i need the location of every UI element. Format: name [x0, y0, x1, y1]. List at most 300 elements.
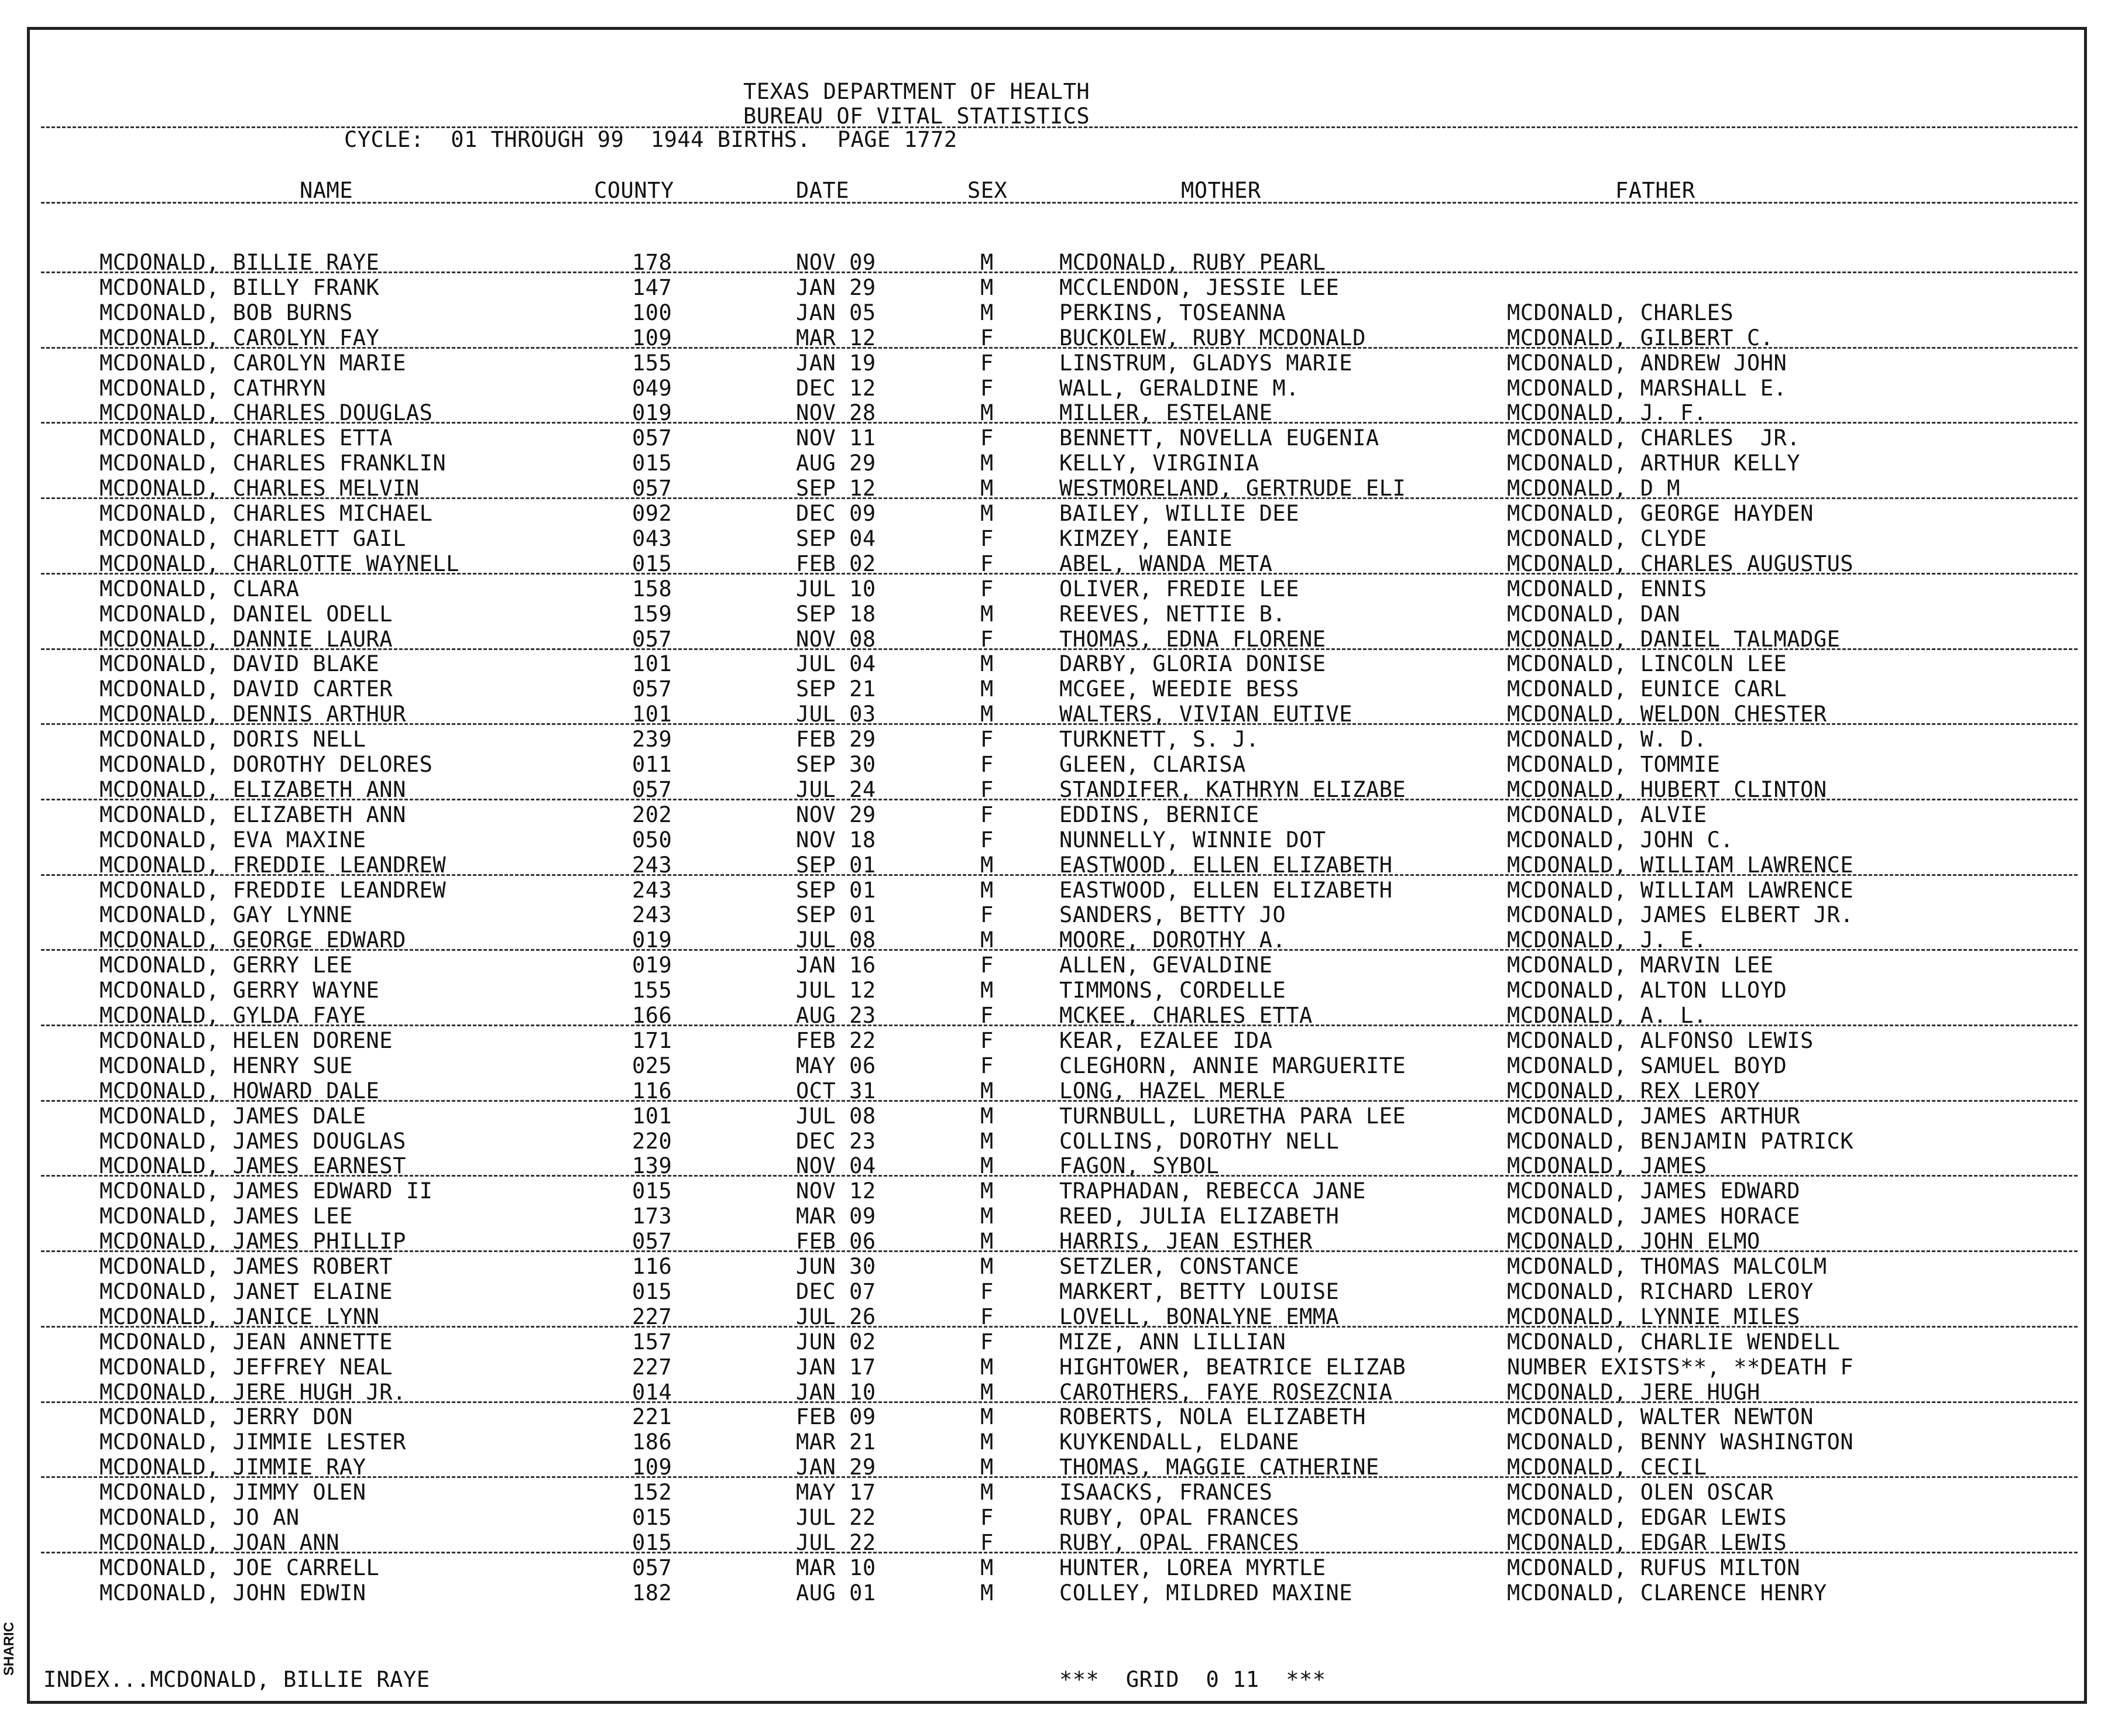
cell-name: MCDONALD, JO AN [99, 1505, 300, 1530]
cell-date: SEP 18 [796, 601, 876, 627]
cell-name: MCDONALD, CHARLES MICHAEL [99, 501, 433, 526]
cell-date: JAN 29 [796, 274, 876, 300]
cell-mother: EASTWOOD, ELLEN ELIZABETH [1059, 852, 1393, 878]
cell-county: 019 [632, 927, 672, 953]
cell-father: NUMBER EXISTS**, **DEATH F [1507, 1354, 1854, 1380]
cell-sex: F [980, 525, 994, 551]
cell-name: MCDONALD, JAMES LEE [99, 1204, 353, 1229]
cell-date: MAY 17 [796, 1480, 876, 1505]
cell-date: NOV 18 [796, 827, 876, 852]
cell-sex: F [980, 1053, 994, 1078]
cell-father: MCDONALD, BENNY WASHINGTON [1507, 1429, 1854, 1455]
cell-sex: M [980, 1103, 994, 1129]
cell-name: MCDONALD, GERRY LEE [99, 953, 353, 978]
cell-county: 239 [632, 727, 672, 752]
cell-date: FEB 22 [796, 1027, 876, 1053]
cell-sex: F [980, 1027, 994, 1053]
table-row [0, 803, 2125, 827]
cell-date: JUL 10 [796, 576, 876, 601]
cell-mother: RUBY, OPAL FRANCES [1059, 1505, 1299, 1530]
table-row [0, 1581, 2125, 1606]
cell-county: 173 [632, 1204, 672, 1229]
cell-county: 015 [632, 1529, 672, 1555]
table-row [0, 1430, 2125, 1455]
cell-mother: MARKERT, BETTY LOUISE [1059, 1278, 1340, 1304]
cell-name: MCDONALD, CATHRYN [99, 375, 327, 401]
cell-mother: KUYKENDALL, ELDANE [1059, 1429, 1299, 1455]
table-row [0, 1029, 2125, 1053]
cell-father: MCDONALD, THOMAS MALCOLM [1507, 1254, 1827, 1279]
table-row [0, 978, 2125, 1003]
cell-father: MCDONALD, SAMUEL BOYD [1507, 1053, 1787, 1078]
cell-county: 057 [632, 676, 672, 702]
cell-county: 057 [632, 626, 672, 652]
cell-date: JUL 22 [796, 1505, 876, 1530]
cell-date: MAR 09 [796, 1204, 876, 1229]
cell-mother: COLLINS, DOROTHY NELL [1059, 1128, 1340, 1154]
cell-name: MCDONALD, GYLDA FAYE [99, 1003, 366, 1028]
cell-date: JAN 17 [796, 1354, 876, 1380]
cell-mother: WESTMORELAND, GERTRUDE ELI [1059, 476, 1406, 501]
cell-date: JAN 16 [796, 953, 876, 978]
cell-county: 227 [632, 1304, 672, 1329]
cell-name: MCDONALD, BILLIE RAYE [99, 250, 380, 275]
cell-father: MCDONALD, BENJAMIN PATRICK [1507, 1128, 1854, 1154]
row-rule [41, 648, 2078, 650]
cell-name: MCDONALD, JEAN ANNETTE [99, 1329, 393, 1355]
cell-county: 155 [632, 978, 672, 1003]
row-rule [41, 1401, 2078, 1403]
row-rule [41, 1100, 2078, 1102]
cell-county: 014 [632, 1379, 672, 1405]
column-header-sex: SEX [967, 178, 1008, 203]
cell-sex: F [980, 1329, 994, 1355]
cell-mother: KIMZEY, EANIE [1059, 525, 1233, 551]
cycle-line: CYCLE: 01 THROUGH 99 1944 BIRTHS. PAGE 1772 [344, 127, 957, 152]
cell-sex: F [980, 626, 994, 652]
cell-sex: F [980, 1278, 994, 1304]
cell-father: MCDONALD, REX LEROY [1507, 1078, 1760, 1104]
cell-father: MCDONALD, JERE HUGH [1507, 1379, 1760, 1405]
cell-name: MCDONALD, CHARLES MELVIN [99, 476, 420, 501]
cell-sex: F [980, 727, 994, 752]
cell-date: SEP 30 [796, 752, 876, 777]
cell-sex: F [980, 325, 994, 350]
table-row [0, 878, 2125, 903]
cell-county: 147 [632, 274, 672, 300]
cell-county: 158 [632, 576, 672, 601]
cell-date: SEP 12 [796, 476, 876, 501]
cell-sex: M [980, 501, 994, 526]
column-header-rule [41, 202, 2078, 204]
cell-sex: M [980, 1153, 994, 1179]
cell-sex: F [980, 827, 994, 852]
row-rule [41, 1476, 2078, 1478]
cell-sex: M [980, 1455, 994, 1480]
cell-sex: F [980, 576, 994, 601]
cell-sex: M [980, 1429, 994, 1455]
cell-date: FEB 09 [796, 1404, 876, 1430]
cell-date: NOV 08 [796, 626, 876, 652]
cell-mother: COLLEY, MILDRED MAXINE [1059, 1580, 1353, 1606]
cell-date: JUL 26 [796, 1304, 876, 1329]
cell-county: 202 [632, 802, 672, 827]
cell-name: MCDONALD, JOE CARRELL [99, 1555, 380, 1580]
cell-father: MCDONALD, CLARENCE HENRY [1507, 1580, 1827, 1606]
cell-date: DEC 07 [796, 1278, 876, 1304]
cell-name: MCDONALD, DENNIS ARTHUR [99, 702, 406, 727]
cell-father: MCDONALD, MARVIN LEE [1507, 953, 1774, 978]
cell-county: 116 [632, 1254, 672, 1279]
cell-name: MCDONALD, JAMES ROBERT [99, 1254, 393, 1279]
cell-mother: MCGEE, WEEDIE BESS [1059, 676, 1299, 702]
cell-mother: KEAR, EZALEE IDA [1059, 1027, 1273, 1053]
cell-father: MCDONALD, JAMES ARTHUR [1507, 1103, 1801, 1129]
cell-mother: STANDIFER, KATHRYN ELIZABE [1059, 776, 1406, 802]
cell-sex: F [980, 953, 994, 978]
column-header-county: COUNTY [594, 178, 674, 203]
cell-father: MCDONALD, D M [1507, 476, 1681, 501]
cell-sex: F [980, 1304, 994, 1329]
cell-date: NOV 09 [796, 250, 876, 275]
cell-name: MCDONALD, JANICE LYNN [99, 1304, 380, 1329]
table-row [0, 451, 2125, 476]
table-row [0, 426, 2125, 451]
cell-sex: M [980, 1204, 994, 1229]
cell-county: 159 [632, 601, 672, 627]
cell-father: MCDONALD, WELDON CHESTER [1507, 702, 1827, 727]
cell-date: MAY 06 [796, 1053, 876, 1078]
cell-sex: M [980, 1404, 994, 1430]
cell-sex: F [980, 350, 994, 376]
table-row [0, 1254, 2125, 1279]
table-row [0, 652, 2125, 676]
cell-sex: M [980, 250, 994, 275]
cell-mother: SETZLER, CONSTANCE [1059, 1254, 1299, 1279]
cell-name: MCDONALD, CHARLOTTE WAYNELL [99, 551, 459, 576]
cell-date: JAN 10 [796, 1379, 876, 1405]
row-rule [41, 799, 2078, 800]
cell-date: JUL 22 [796, 1529, 876, 1555]
cell-mother: TURKNETT, S. J. [1059, 727, 1259, 752]
cell-father: MCDONALD, W. D. [1507, 727, 1707, 752]
cell-mother: CLEGHORN, ANNIE MARGUERITE [1059, 1053, 1406, 1078]
cell-date: NOV 12 [796, 1178, 876, 1204]
cell-father: MCDONALD, CHARLES JR. [1507, 425, 1801, 451]
cell-father: MCDONALD, HUBERT CLINTON [1507, 776, 1827, 802]
cell-name: MCDONALD, CLARA [99, 576, 300, 601]
cell-name: MCDONALD, DAVID CARTER [99, 676, 393, 702]
cell-name: MCDONALD, JANET ELAINE [99, 1278, 393, 1304]
cell-name: MCDONALD, JIMMIE LESTER [99, 1429, 406, 1455]
table-row [0, 727, 2125, 752]
cell-mother: KELLY, VIRGINIA [1059, 451, 1259, 476]
cell-sex: M [980, 601, 994, 627]
cell-county: 220 [632, 1128, 672, 1154]
bureau-title: BUREAU OF VITAL STATISTICS [743, 104, 1090, 129]
cell-mother: THOMAS, EDNA FLORENE [1059, 626, 1326, 652]
cell-sex: F [980, 375, 994, 401]
column-header-name: NAME [300, 178, 353, 203]
cell-date: JAN 19 [796, 350, 876, 376]
row-rule [41, 497, 2078, 499]
cell-father: MCDONALD, A. L. [1507, 1003, 1707, 1028]
cell-sex: M [980, 1078, 994, 1104]
cell-county: 015 [632, 551, 672, 576]
cell-date: SEP 01 [796, 877, 876, 903]
cell-name: MCDONALD, CHARLES ETTA [99, 425, 393, 451]
cell-father: MCDONALD, JAMES HORACE [1507, 1204, 1801, 1229]
cell-county: 182 [632, 1580, 672, 1606]
cell-county: 243 [632, 877, 672, 903]
agency-title: TEXAS DEPARTMENT OF HEALTH [743, 79, 1090, 104]
column-header-date: DATE [796, 178, 850, 203]
cell-sex: M [980, 676, 994, 702]
table-row [0, 301, 2125, 325]
cell-father: MCDONALD, LYNNIE MILES [1507, 1304, 1801, 1329]
cell-father: MCDONALD, CHARLES [1507, 300, 1734, 325]
table-row [0, 276, 2125, 300]
cell-date: NOV 11 [796, 425, 876, 451]
cell-mother: MOORE, DOROTHY A. [1059, 927, 1286, 953]
cell-date: DEC 12 [796, 375, 876, 401]
cell-county: 049 [632, 375, 672, 401]
cell-county: 015 [632, 1505, 672, 1530]
table-row [0, 1355, 2125, 1380]
cell-county: 243 [632, 902, 672, 928]
cell-name: MCDONALD, DAVID BLAKE [99, 651, 380, 677]
cell-father: MCDONALD, EUNICE CARL [1507, 676, 1787, 702]
cell-date: FEB 06 [796, 1229, 876, 1254]
cell-mother: OLIVER, FREDIE LEE [1059, 576, 1299, 601]
cell-name: MCDONALD, JERE HUGH JR. [99, 1379, 406, 1405]
cell-date: DEC 23 [796, 1128, 876, 1154]
cell-mother: MCCLENDON, JESSIE LEE [1059, 274, 1340, 300]
cell-mother: BENNETT, NOVELLA EUGENIA [1059, 425, 1379, 451]
cell-sex: M [980, 300, 994, 325]
row-rule [41, 573, 2078, 575]
cell-name: MCDONALD, GERRY WAYNE [99, 978, 380, 1003]
cell-name: MCDONALD, JAMES DOUGLAS [99, 1128, 406, 1154]
cell-father: MCDONALD, ANDREW JOHN [1507, 350, 1787, 376]
cell-father: MCDONALD, CHARLIE WENDELL [1507, 1329, 1841, 1355]
cell-mother: WALL, GERALDINE M. [1059, 375, 1299, 401]
cell-county: 050 [632, 827, 672, 852]
cell-name: MCDONALD, FREDDIE LEANDREW [99, 852, 447, 878]
cell-father: MCDONALD, OLEN OSCAR [1507, 1480, 1774, 1505]
table-row [0, 1280, 2125, 1304]
cell-father: MCDONALD, WALTER NEWTON [1507, 1404, 1814, 1430]
cell-mother: LINSTRUM, GLADYS MARIE [1059, 350, 1353, 376]
cell-mother: GLEEN, CLARISA [1059, 752, 1246, 777]
cell-sex: M [980, 1580, 994, 1606]
cell-county: 243 [632, 852, 672, 878]
cell-mother: PERKINS, TOSEANNA [1059, 300, 1286, 325]
table-row [0, 1054, 2125, 1078]
cell-date: NOV 28 [796, 400, 876, 426]
cell-county: 092 [632, 501, 672, 526]
row-rule [41, 271, 2078, 273]
cell-father: MCDONALD, J. E. [1507, 927, 1707, 953]
cell-county: 109 [632, 325, 672, 350]
cell-date: JAN 05 [796, 300, 876, 325]
cell-county: 116 [632, 1078, 672, 1104]
cell-mother: MILLER, ESTELANE [1059, 400, 1273, 426]
cell-father: MCDONALD, DANIEL TALMADGE [1507, 626, 1841, 652]
cell-father: MCDONALD, JAMES EDWARD [1507, 1178, 1801, 1204]
cell-mother: ALLEN, GEVALDINE [1059, 953, 1273, 978]
table-row [0, 602, 2125, 627]
cell-mother: NUNNELLY, WINNIE DOT [1059, 827, 1326, 852]
row-rule [41, 874, 2078, 876]
cell-name: MCDONALD, CAROLYN FAY [99, 325, 380, 350]
cell-name: MCDONALD, DOROTHY DELORES [99, 752, 433, 777]
cell-date: AUG 01 [796, 1580, 876, 1606]
cell-date: MAR 10 [796, 1555, 876, 1580]
cell-date: JUL 03 [796, 702, 876, 727]
cell-county: 166 [632, 1003, 672, 1028]
cell-date: SEP 01 [796, 902, 876, 928]
cell-date: OCT 31 [796, 1078, 876, 1104]
cell-mother: TIMMONS, CORDELLE [1059, 978, 1286, 1003]
row-rule [41, 1326, 2078, 1328]
cell-county: 157 [632, 1329, 672, 1355]
cell-sex: F [980, 1003, 994, 1028]
cell-father: MCDONALD, RUFUS MILTON [1507, 1555, 1801, 1580]
cell-name: MCDONALD, ELIZABETH ANN [99, 802, 406, 827]
cell-county: 152 [632, 1480, 672, 1505]
cell-date: SEP 21 [796, 676, 876, 702]
row-rule [41, 1025, 2078, 1026]
cell-mother: DARBY, GLORIA DONISE [1059, 651, 1326, 677]
cell-father: MCDONALD, CLYDE [1507, 525, 1707, 551]
cell-mother: MCDONALD, RUBY PEARL [1059, 250, 1326, 275]
cell-sex: F [980, 425, 994, 451]
cell-county: 101 [632, 702, 672, 727]
cell-sex: M [980, 927, 994, 953]
cell-name: MCDONALD, GEORGE EDWARD [99, 927, 406, 953]
cell-father: MCDONALD, JAMES ELBERT JR. [1507, 902, 1854, 928]
cell-mother: CAROTHERS, FAYE ROSEZCNIA [1059, 1379, 1393, 1405]
cell-sex: M [980, 1480, 994, 1505]
cell-mother: SANDERS, BETTY JO [1059, 902, 1286, 928]
cell-mother: EDDINS, BERNICE [1059, 802, 1259, 827]
cell-date: MAR 12 [796, 325, 876, 350]
cell-county: 101 [632, 651, 672, 677]
cell-county: 019 [632, 400, 672, 426]
cell-sex: M [980, 702, 994, 727]
column-header-mother: MOTHER [1181, 178, 1261, 203]
cell-date: AUG 23 [796, 1003, 876, 1028]
cell-father: MCDONALD, JOHN C. [1507, 827, 1734, 852]
cell-county: 025 [632, 1053, 672, 1078]
cell-sex: F [980, 551, 994, 576]
table-row [0, 677, 2125, 702]
row-rule [41, 723, 2078, 725]
cell-county: 057 [632, 776, 672, 802]
table-row [0, 1179, 2125, 1204]
cell-mother: THOMAS, MAGGIE CATHERINE [1059, 1455, 1379, 1480]
cell-father: MCDONALD, EDGAR LEWIS [1507, 1505, 1787, 1530]
cell-name: MCDONALD, CAROLYN MARIE [99, 350, 406, 376]
cell-father: MCDONALD, JAMES [1507, 1153, 1707, 1179]
cell-father: MCDONALD, EDGAR LEWIS [1507, 1529, 1787, 1555]
cell-date: JUL 04 [796, 651, 876, 677]
cell-sex: F [980, 752, 994, 777]
cell-father: MCDONALD, JOHN ELMO [1507, 1229, 1760, 1254]
cell-sex: M [980, 978, 994, 1003]
cell-name: MCDONALD, BILLY FRANK [99, 274, 380, 300]
cell-father: MCDONALD, ARTHUR KELLY [1507, 451, 1801, 476]
cell-name: MCDONALD, CHARLETT GAIL [99, 525, 406, 551]
cell-name: MCDONALD, EVA MAXINE [99, 827, 366, 852]
cell-name: MCDONALD, FREDDIE LEANDREW [99, 877, 447, 903]
cell-date: DEC 09 [796, 501, 876, 526]
cell-father: MCDONALD, ALFONSO LEWIS [1507, 1027, 1814, 1053]
table-row [0, 1204, 2125, 1229]
cell-name: MCDONALD, ELIZABETH ANN [99, 776, 406, 802]
cell-date: NOV 29 [796, 802, 876, 827]
cell-sex: M [980, 1555, 994, 1580]
cell-date: MAR 21 [796, 1429, 876, 1455]
cell-name: MCDONALD, JAMES DALE [99, 1103, 366, 1129]
table-row [0, 752, 2125, 777]
cell-name: MCDONALD, HELEN DORENE [99, 1027, 393, 1053]
cell-county: 011 [632, 752, 672, 777]
cell-mother: HUNTER, LOREA MYRTLE [1059, 1555, 1326, 1580]
cell-county: 139 [632, 1153, 672, 1179]
cell-name: MCDONALD, JEFFREY NEAL [99, 1354, 393, 1380]
table-row [0, 828, 2125, 852]
cell-sex: F [980, 902, 994, 928]
cell-county: 057 [632, 425, 672, 451]
cell-name: MCDONALD, JAMES EDWARD II [99, 1178, 433, 1204]
cell-county: 057 [632, 1555, 672, 1580]
cell-father: MCDONALD, GILBERT C. [1507, 325, 1774, 350]
table-row [0, 376, 2125, 401]
cell-father: MCDONALD, RICHARD LEROY [1507, 1278, 1814, 1304]
cell-date: JUL 12 [796, 978, 876, 1003]
cell-mother: TURNBULL, LURETHA PARA LEE [1059, 1103, 1406, 1129]
cell-date: JUL 08 [796, 927, 876, 953]
cell-county: 015 [632, 1178, 672, 1204]
cell-sex: M [980, 274, 994, 300]
index-footer: INDEX...MCDONALD, BILLIE RAYE [43, 1667, 430, 1692]
cell-name: MCDONALD, CHARLES FRANKLIN [99, 451, 447, 476]
row-rule [41, 422, 2078, 424]
cell-father: MCDONALD, LINCOLN LEE [1507, 651, 1787, 677]
cell-father: MCDONALD, MARSHALL E. [1507, 375, 1787, 401]
cell-mother: ABEL, WANDA META [1059, 551, 1273, 576]
table-row [0, 1480, 2125, 1505]
cell-name: MCDONALD, DANIEL ODELL [99, 601, 393, 627]
row-rule [41, 1175, 2078, 1177]
cell-county: 100 [632, 300, 672, 325]
cell-mother: FAGON, SYBOL [1059, 1153, 1220, 1179]
cell-date: SEP 01 [796, 852, 876, 878]
cell-sex: F [980, 1505, 994, 1530]
cell-mother: BAILEY, WILLIE DEE [1059, 501, 1299, 526]
cell-date: AUG 29 [796, 451, 876, 476]
cell-father: MCDONALD, J. F. [1507, 400, 1707, 426]
cell-name: MCDONALD, DORIS NELL [99, 727, 366, 752]
grid-footer: *** GRID 0 11 *** [1059, 1667, 1326, 1692]
cell-date: FEB 02 [796, 551, 876, 576]
cell-name: MCDONALD, JOAN ANN [99, 1529, 339, 1555]
cell-county: 015 [632, 1278, 672, 1304]
row-rule [41, 1250, 2078, 1252]
cell-mother: REEVES, NETTIE B. [1059, 601, 1286, 627]
